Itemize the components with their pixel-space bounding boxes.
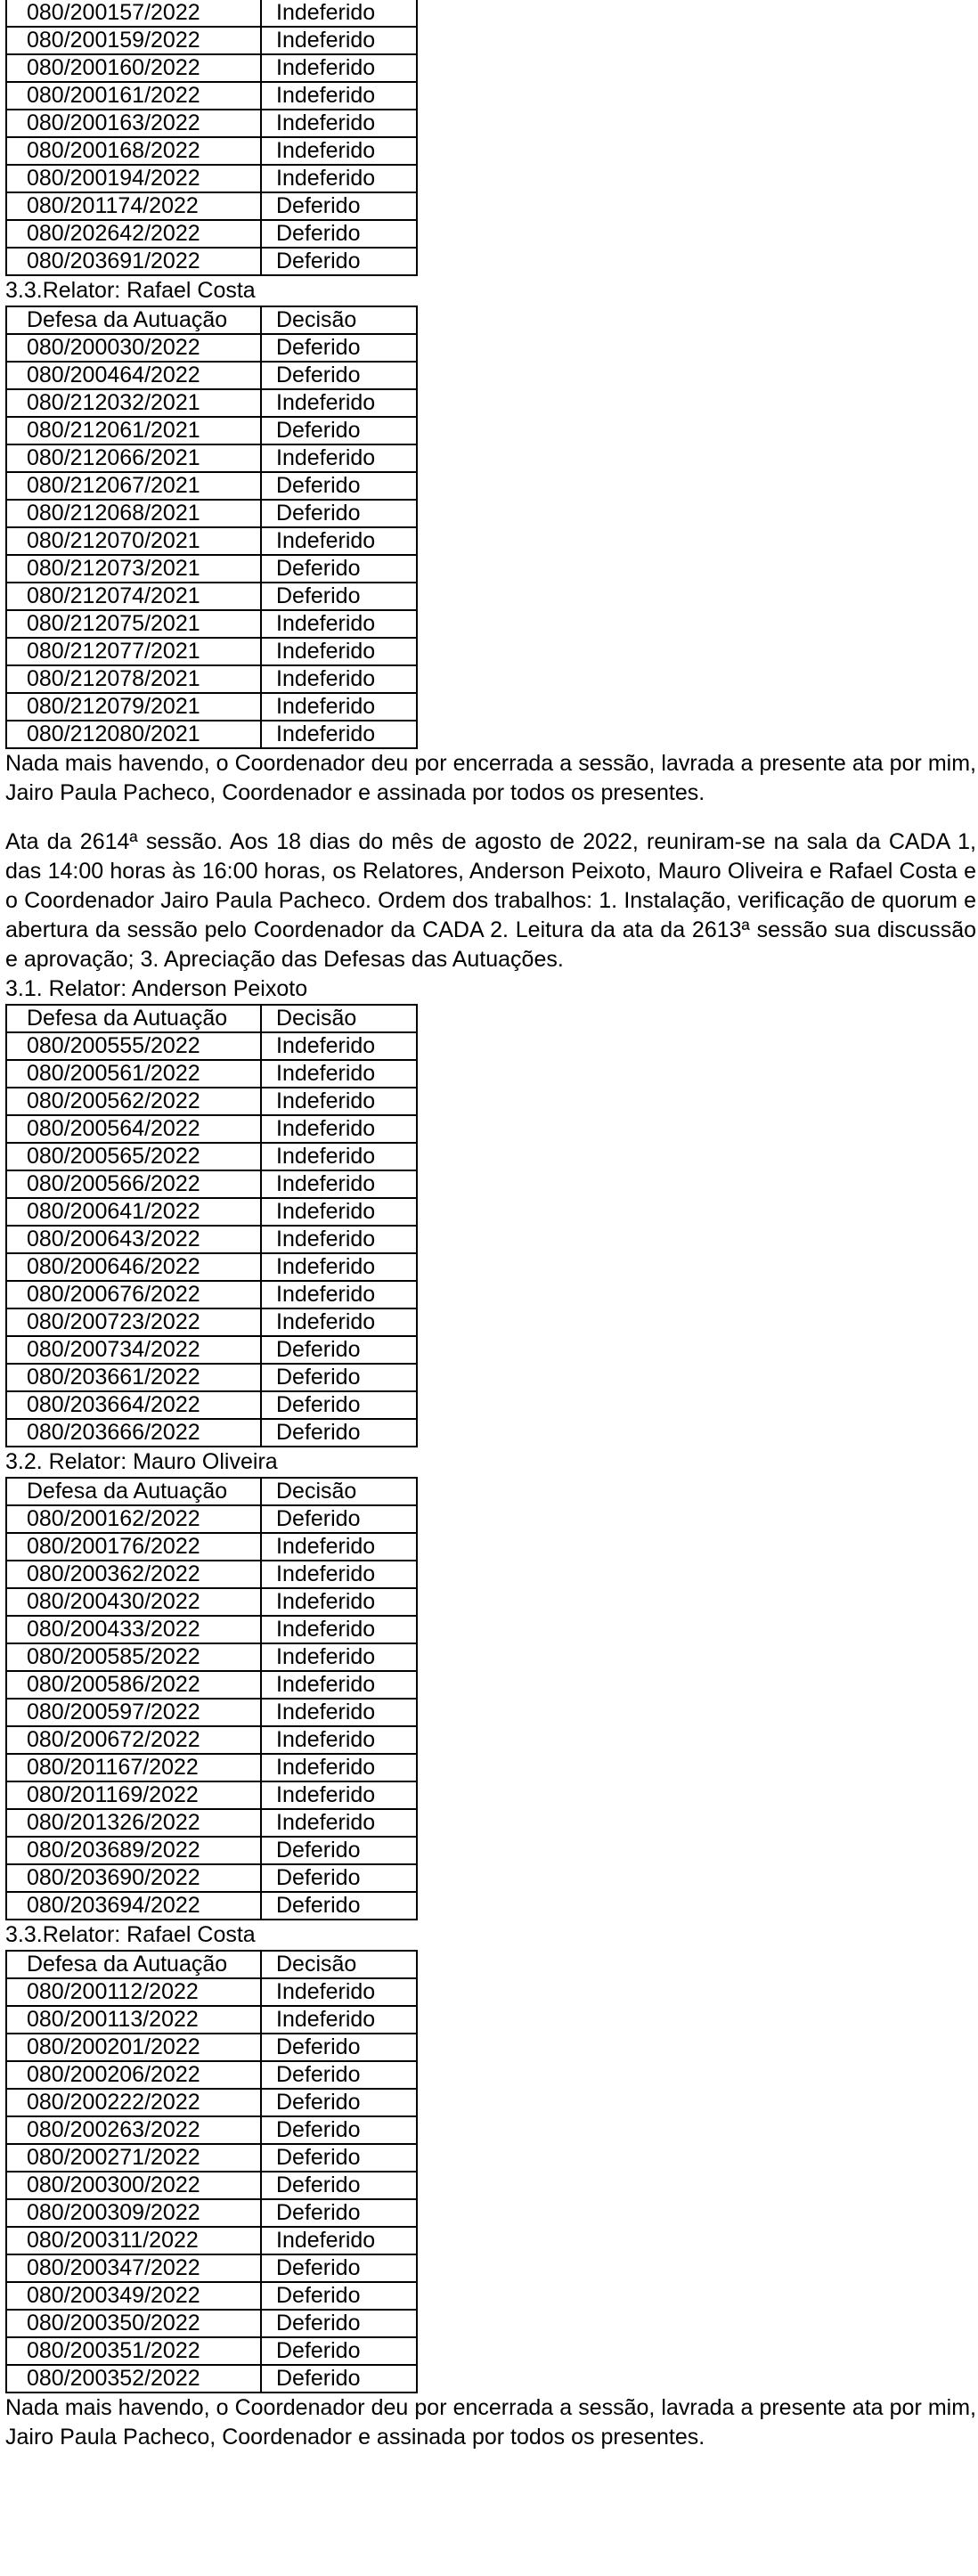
table-row	[6, 1226, 417, 1253]
process-number-cell: 080/201169/2022	[6, 1781, 261, 1809]
header-decisao: Decisão	[261, 1478, 417, 1505]
process-number-cell: 080/200676/2022	[6, 1281, 261, 1308]
decision-table-rafael-costa-1	[5, 306, 418, 749]
relator-heading-rafael-costa-1: 3.3.Relator: Rafael Costa	[5, 278, 256, 303]
decision-cell: Deferido	[261, 2089, 417, 2116]
process-number-cell: 080/200271/2022	[6, 2144, 261, 2172]
process-number-cell: 080/200206/2022	[6, 2061, 261, 2089]
decision-cell: Indeferido	[261, 610, 417, 638]
process-number-cell: 080/203690/2022	[6, 1864, 261, 1892]
decision-cell: Indeferido	[261, 389, 417, 417]
table-row	[6, 389, 417, 417]
table-row	[6, 110, 417, 137]
decision-cell: Deferido	[261, 1336, 417, 1364]
decision-cell: Deferido	[261, 2172, 417, 2199]
decision-cell: Indeferido	[261, 1726, 417, 1754]
table-row	[6, 1253, 417, 1281]
process-number-cell: 080/200311/2022	[6, 2227, 261, 2254]
table-row	[6, 1281, 417, 1308]
decision-cell: Indeferido	[261, 2006, 417, 2034]
process-number-cell: 080/200113/2022	[6, 2006, 261, 2034]
process-number-cell: 080/200597/2022	[6, 1699, 261, 1726]
decision-cell: Indeferido	[261, 721, 417, 748]
process-number-cell: 080/200263/2022	[6, 2116, 261, 2144]
table-row	[6, 137, 417, 165]
decision-cell: Indeferido	[261, 1115, 417, 1143]
process-number-cell: 080/203689/2022	[6, 1837, 261, 1864]
table-row	[6, 362, 417, 389]
decision-cell: Indeferido	[261, 1561, 417, 1588]
table-row	[6, 2172, 417, 2199]
table-row	[6, 1892, 417, 1920]
decision-cell: Indeferido	[261, 110, 417, 137]
process-number-cell: 080/200641/2022	[6, 1198, 261, 1226]
table-row	[6, 1616, 417, 1643]
closing-paragraph-1: Nada mais havendo, o Coordenador deu por encerrada a sessão, lavrada a presente ata por mim, Jairo Paula Pacheco, Coordenador e assinada por todos os presentes.	[5, 751, 976, 805]
decision-cell: Deferido	[261, 1419, 417, 1447]
decision-cell: Indeferido	[261, 2227, 417, 2254]
process-number-cell: 080/212070/2021	[6, 527, 261, 555]
decision-cell: Deferido	[261, 2310, 417, 2337]
table-row	[6, 417, 417, 444]
process-number-cell: 080/200176/2022	[6, 1533, 261, 1561]
process-number-cell: 080/212080/2021	[6, 721, 261, 748]
table-row	[6, 334, 417, 362]
decision-cell: Indeferido	[261, 1253, 417, 1281]
decision-table-rafael-costa-2	[5, 1950, 418, 2393]
process-number-cell: 080/212066/2021	[6, 444, 261, 472]
process-number-cell: 080/212077/2021	[6, 638, 261, 665]
table-row	[6, 2365, 417, 2393]
decision-cell: Indeferido	[261, 1281, 417, 1308]
process-number-cell: 080/212073/2021	[6, 555, 261, 583]
decision-cell: Deferido	[261, 220, 417, 248]
table-row	[6, 2282, 417, 2310]
process-number-cell: 080/200561/2022	[6, 1060, 261, 1088]
decision-cell: Deferido	[261, 362, 417, 389]
header-defesa-da-autuacao: Defesa da Autuação	[6, 1005, 261, 1032]
process-number-cell: 080/200555/2022	[6, 1032, 261, 1060]
table-row	[6, 1060, 417, 1088]
process-number-cell: 080/200349/2022	[6, 2282, 261, 2310]
process-number-cell: 080/200194/2022	[6, 165, 261, 192]
decision-cell: Indeferido	[261, 1088, 417, 1115]
header-defesa-da-autuacao: Defesa da Autuação	[6, 1951, 261, 1978]
table-row	[6, 1533, 417, 1561]
decision-cell: Deferido	[261, 2061, 417, 2089]
table-row	[6, 721, 417, 748]
table-row	[6, 610, 417, 638]
decision-cell: Indeferido	[261, 1809, 417, 1837]
process-number-cell: 080/200163/2022	[6, 110, 261, 137]
process-number-cell: 080/212079/2021	[6, 693, 261, 721]
table-row	[6, 472, 417, 500]
decision-cell: Indeferido	[261, 444, 417, 472]
process-number-cell: 080/200160/2022	[6, 54, 261, 82]
process-number-cell: 080/200585/2022	[6, 1643, 261, 1671]
session-intro-paragraph: Ata da 2614ª sessão. Aos 18 dias do mês de agosto de 2022, reuniram-se na sala da CADA 1, das 14:00 horas às 16:00 horas, os Relatores, Anderson Peixoto, Mauro Oliveira e Rafael Costa e o Coordenador Jairo Paula Pacheco. Ordem dos trabalhos: 1. Instalação, verificação de quorum e abertura da sessão pelo Coordenador da CADA 2. Leitura da ata da 2613ª sessão sua discussão e aprovação; 3. Apreciação das Defesas das Autuações.	[5, 829, 976, 972]
table-row	[6, 2089, 417, 2116]
process-number-cell: 080/200734/2022	[6, 1336, 261, 1364]
process-number-cell: 080/200646/2022	[6, 1253, 261, 1281]
table-row	[6, 638, 417, 665]
process-number-cell: 080/200566/2022	[6, 1170, 261, 1198]
decision-cell: Indeferido	[261, 1308, 417, 1336]
decision-cell: Indeferido	[261, 1643, 417, 1671]
table-row	[6, 1754, 417, 1781]
table-row	[6, 1643, 417, 1671]
table-row	[6, 27, 417, 54]
decision-cell: Deferido	[261, 1892, 417, 1920]
process-number-cell: 080/200352/2022	[6, 2365, 261, 2393]
decision-cell: Indeferido	[261, 1671, 417, 1699]
process-number-cell: 080/212032/2021	[6, 389, 261, 417]
table-row	[6, 555, 417, 583]
decision-cell: Deferido	[261, 555, 417, 583]
process-number-cell: 080/203691/2022	[6, 248, 261, 275]
relator-heading-rafael-costa-2: 3.3.Relator: Rafael Costa	[5, 1922, 256, 1947]
table-header-row	[6, 306, 417, 334]
process-number-cell: 080/212075/2021	[6, 610, 261, 638]
table-row	[6, 583, 417, 610]
process-number-cell: 080/203664/2022	[6, 1391, 261, 1419]
table-row	[6, 1505, 417, 1533]
process-number-cell: 080/203694/2022	[6, 1892, 261, 1920]
process-number-cell: 080/212074/2021	[6, 583, 261, 610]
table-row	[6, 2006, 417, 2034]
decision-table-anderson-peixoto	[5, 1004, 418, 1447]
decision-cell: Deferido	[261, 2199, 417, 2227]
process-number-cell: 080/200464/2022	[6, 362, 261, 389]
decision-cell: Indeferido	[261, 82, 417, 110]
process-number-cell: 080/200112/2022	[6, 1978, 261, 2006]
decision-table-mauro-oliveira	[5, 1477, 418, 1920]
decision-cell: Indeferido	[261, 1060, 417, 1088]
process-number-cell: 080/200351/2022	[6, 2337, 261, 2365]
table-row	[6, 1088, 417, 1115]
process-number-cell: 080/201326/2022	[6, 1809, 261, 1837]
process-number-cell: 080/212078/2021	[6, 665, 261, 693]
decision-cell: Deferido	[261, 2337, 417, 2365]
header-decisao: Decisão	[261, 1951, 417, 1978]
decision-cell: Deferido	[261, 1864, 417, 1892]
decision-cell: Indeferido	[261, 1533, 417, 1561]
table-row	[6, 1143, 417, 1170]
decision-cell: Indeferido	[261, 693, 417, 721]
table-header-row	[6, 1478, 417, 1505]
decision-cell: Indeferido	[261, 1616, 417, 1643]
table-row	[6, 1198, 417, 1226]
decision-cell: Indeferido	[261, 638, 417, 665]
decision-cell: Indeferido	[261, 1143, 417, 1170]
table-row	[6, 1364, 417, 1391]
process-number-cell: 080/200309/2022	[6, 2199, 261, 2227]
process-number-cell: 080/200157/2022	[6, 0, 261, 27]
table-row	[6, 1837, 417, 1864]
table-header-row	[6, 1005, 417, 1032]
table-row	[6, 1170, 417, 1198]
decision-cell: Indeferido	[261, 1699, 417, 1726]
table-row	[6, 2254, 417, 2282]
decision-cell: Deferido	[261, 500, 417, 527]
process-number-cell: 080/203666/2022	[6, 1419, 261, 1447]
decision-cell: Deferido	[261, 417, 417, 444]
decision-cell: Indeferido	[261, 1226, 417, 1253]
process-number-cell: 080/202642/2022	[6, 220, 261, 248]
process-number-cell: 080/200201/2022	[6, 2034, 261, 2061]
table-row	[6, 2061, 417, 2089]
decision-cell: Indeferido	[261, 54, 417, 82]
header-defesa-da-autuacao: Defesa da Autuação	[6, 1478, 261, 1505]
decision-cell: Deferido	[261, 1505, 417, 1533]
process-number-cell: 080/212068/2021	[6, 500, 261, 527]
decision-cell: Indeferido	[261, 665, 417, 693]
header-decisao: Decisão	[261, 1005, 417, 1032]
process-number-cell: 080/200300/2022	[6, 2172, 261, 2199]
decision-cell: Indeferido	[261, 137, 417, 165]
process-number-cell: 080/200159/2022	[6, 27, 261, 54]
decision-cell: Indeferido	[261, 27, 417, 54]
table-row	[6, 1588, 417, 1616]
decision-table-continued	[5, 0, 418, 276]
table-row	[6, 1336, 417, 1364]
table-row	[6, 1699, 417, 1726]
process-number-cell: 080/212061/2021	[6, 417, 261, 444]
table-row	[6, 1032, 417, 1060]
decision-cell: Indeferido	[261, 0, 417, 27]
process-number-cell: 080/200562/2022	[6, 1088, 261, 1115]
closing-paragraph-2: Nada mais havendo, o Coordenador deu por encerrada a sessão, lavrada a presente ata por mim, Jairo Paula Pacheco, Coordenador e assinada por todos os presentes.	[5, 2395, 976, 2450]
table-row	[6, 1671, 417, 1699]
process-number-cell: 080/200643/2022	[6, 1226, 261, 1253]
decision-cell: Deferido	[261, 2034, 417, 2061]
process-number-cell: 080/200161/2022	[6, 82, 261, 110]
table-row	[6, 248, 417, 275]
decision-cell: Deferido	[261, 1837, 417, 1864]
decision-cell: Indeferido	[261, 1754, 417, 1781]
decision-cell: Deferido	[261, 1364, 417, 1391]
process-number-cell: 080/200564/2022	[6, 1115, 261, 1143]
process-number-cell: 080/200168/2022	[6, 137, 261, 165]
decision-cell: Indeferido	[261, 1032, 417, 1060]
table-header-row	[6, 1951, 417, 1978]
process-number-cell: 080/200162/2022	[6, 1505, 261, 1533]
process-number-cell: 080/203661/2022	[6, 1364, 261, 1391]
decision-cell: Deferido	[261, 2116, 417, 2144]
table-row	[6, 1419, 417, 1447]
table-row	[6, 82, 417, 110]
process-number-cell: 080/201174/2022	[6, 192, 261, 220]
table-row	[6, 1726, 417, 1754]
process-number-cell: 080/200723/2022	[6, 1308, 261, 1336]
table-row	[6, 2116, 417, 2144]
header-defesa-da-autuacao: Defesa da Autuação	[6, 306, 261, 334]
decision-cell: Deferido	[261, 2365, 417, 2393]
decision-cell: Deferido	[261, 583, 417, 610]
table-row	[6, 0, 417, 27]
process-number-cell: 080/200030/2022	[6, 334, 261, 362]
table-row	[6, 444, 417, 472]
decision-cell: Indeferido	[261, 1588, 417, 1616]
process-number-cell: 080/200347/2022	[6, 2254, 261, 2282]
table-row	[6, 2199, 417, 2227]
process-number-cell: 080/200672/2022	[6, 1726, 261, 1754]
table-row	[6, 220, 417, 248]
decision-cell: Deferido	[261, 2144, 417, 2172]
decision-cell: Indeferido	[261, 165, 417, 192]
decision-cell: Indeferido	[261, 527, 417, 555]
decision-cell: Deferido	[261, 2254, 417, 2282]
process-number-cell: 080/200565/2022	[6, 1143, 261, 1170]
decision-cell: Indeferido	[261, 1170, 417, 1198]
decision-cell: Indeferido	[261, 1198, 417, 1226]
table-row	[6, 693, 417, 721]
table-row	[6, 1809, 417, 1837]
decision-cell: Indeferido	[261, 1781, 417, 1809]
header-decisao: Decisão	[261, 306, 417, 334]
decision-cell: Indeferido	[261, 1978, 417, 2006]
table-row	[6, 2310, 417, 2337]
table-row	[6, 2034, 417, 2061]
table-row	[6, 1978, 417, 2006]
table-row	[6, 1781, 417, 1809]
table-row	[6, 54, 417, 82]
relator-heading-mauro-oliveira: 3.2. Relator: Mauro Oliveira	[5, 1449, 278, 1474]
table-row	[6, 1308, 417, 1336]
decision-cell: Deferido	[261, 1391, 417, 1419]
process-number-cell: 080/200222/2022	[6, 2089, 261, 2116]
decision-cell: Deferido	[261, 2282, 417, 2310]
table-row	[6, 500, 417, 527]
table-row	[6, 192, 417, 220]
decision-cell: Deferido	[261, 192, 417, 220]
decision-cell: Deferido	[261, 472, 417, 500]
table-row	[6, 2337, 417, 2365]
table-row	[6, 527, 417, 555]
process-number-cell: 080/200362/2022	[6, 1561, 261, 1588]
table-row	[6, 2144, 417, 2172]
table-row	[6, 1391, 417, 1419]
table-row	[6, 665, 417, 693]
process-number-cell: 080/200350/2022	[6, 2310, 261, 2337]
table-row	[6, 165, 417, 192]
process-number-cell: 080/200433/2022	[6, 1616, 261, 1643]
process-number-cell: 080/201167/2022	[6, 1754, 261, 1781]
table-row	[6, 1115, 417, 1143]
process-number-cell: 080/200586/2022	[6, 1671, 261, 1699]
relator-heading-anderson-peixoto: 3.1. Relator: Anderson Peixoto	[5, 976, 308, 1001]
decision-cell: Deferido	[261, 248, 417, 275]
decision-cell: Deferido	[261, 334, 417, 362]
table-row	[6, 1864, 417, 1892]
table-row	[6, 1561, 417, 1588]
table-row	[6, 2227, 417, 2254]
process-number-cell: 080/200430/2022	[6, 1588, 261, 1616]
process-number-cell: 080/212067/2021	[6, 472, 261, 500]
